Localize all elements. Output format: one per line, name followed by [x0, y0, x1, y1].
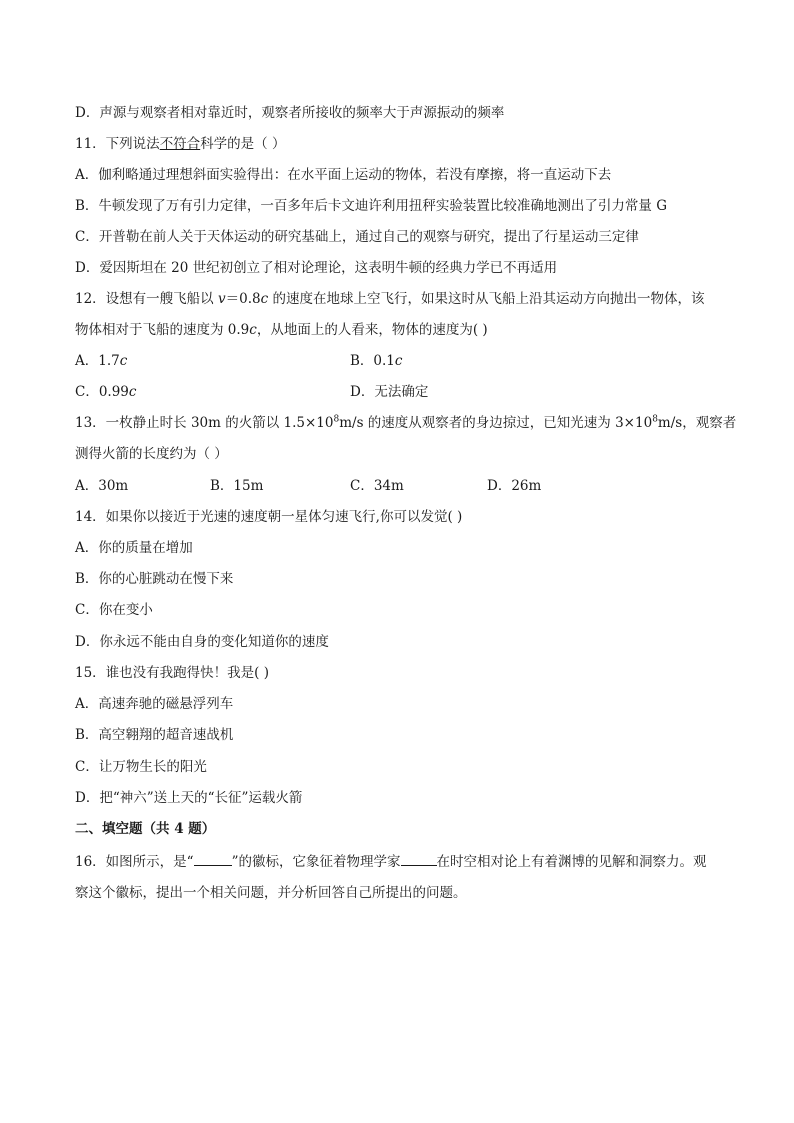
q14-option-a: A．你的质量在增加 — [75, 540, 193, 556]
q12-b-pre: B．0.1 — [350, 353, 395, 369]
q12-l1-var: v — [217, 291, 226, 307]
q11-stem — [75, 135, 725, 153]
q15-option-d: D．把“神六”送上天的“长征”运载火箭 — [75, 790, 303, 806]
q12-option-d: D．无法确定 — [350, 384, 429, 400]
q14-option-c: C．你在变小 — [75, 602, 153, 618]
q14-option-b: B．你的心脏跳动在慢下来 — [75, 571, 234, 587]
q12-l1-post: 的速度在地球上空飞行，如果这时从飞船上沿其运动方向抛出一物体，该 — [268, 291, 705, 307]
q11-option-c: C．开普勒在前人关于天体运动的研究基础上，通过自己的观察与研究，提出了行星运动三定律 — [75, 229, 639, 245]
q16-stem-line2: 察这个徽标，提出一个相关问题，并分析回答自己所提出的问题。 — [75, 885, 467, 901]
q16-l1-b: ”的徽标，它象征着物理学家 — [231, 854, 401, 870]
q10-option-d: D．声源与观察者相对靠近时，观察者所接收的频率大于声源振动的频率 — [75, 105, 505, 121]
q12-c-pre: C．0.99 — [75, 384, 129, 400]
q11-stem-pre: 11．下列说法 — [75, 136, 160, 152]
q13-l1-a: 13．一枚静止时长 30m 的火箭以 1.5×10 — [75, 415, 334, 431]
q13-stem-line1 — [75, 414, 737, 432]
q15-option-c: C．让万物生长的阳光 — [75, 759, 207, 775]
q11-option-a: A．伽利略通过理想斜面实验得出：在水平面上运动的物体，若没有摩擦，将一直运动下去 — [75, 167, 612, 183]
q16-blank-1[interactable] — [194, 853, 232, 866]
q12-stem-line1 — [75, 290, 725, 308]
q12-a-c: c — [119, 353, 128, 369]
q16-stem-line1 — [75, 853, 725, 871]
q11-option-b: B．牛顿发现了万有引力定律，一百多年后卡文迪许利用扭秤实验装置比较准确地测出了引力常量 G — [75, 198, 667, 214]
q12-b-c: c — [394, 353, 403, 369]
q13-l1-exp1: 8 — [333, 414, 340, 425]
q12-l1-pre: 12．设想有一艘飞船以 — [75, 291, 218, 307]
q13-option-a: A．30m — [75, 478, 129, 494]
q13-option-c: C．34m — [350, 478, 404, 494]
q11-stem-post: 科学的是（ ） — [200, 136, 286, 152]
section-title-fill-in: 二、填空题（共 4 题） — [75, 821, 216, 837]
q13-option-b: B．15m — [210, 478, 264, 494]
q16-l1-a: 16．如图所示，是“ — [75, 854, 194, 870]
q15-option-a: A．高速奔驰的磁悬浮列车 — [75, 696, 234, 712]
q13-stem-line2: 测得火箭的长度约为（ ） — [75, 446, 228, 462]
q12-stem-line2 — [75, 321, 725, 339]
q14-stem: 14．如果你以接近于光速的速度朝一星体匀速飞行,你可以发觉( ) — [75, 509, 463, 525]
q12-option-a — [75, 352, 127, 370]
q12-l1-eq: ＝0.8 — [225, 291, 261, 307]
q12-l2-c: c — [249, 322, 257, 338]
q11-option-d: D．爱因斯坦在 20 世纪初创立了相对论理论，这表明牛顿的经典力学已不再适用 — [75, 260, 558, 276]
q13-l1-c: m/s，观察者 — [657, 415, 737, 431]
q13-l1-b: m/s 的速度从观察者的身边掠过，已知光速为 3×10 — [339, 415, 653, 431]
q14-option-d: D．你永远不能由自身的变化知道你的速度 — [75, 634, 329, 650]
q12-l1-c: c — [260, 291, 269, 307]
q12-l2-post: ，从地面上的人看来，物体的速度为( ) — [256, 322, 488, 338]
q12-l2-pre: 物体相对于飞船的速度为 0.9 — [75, 322, 250, 338]
q13-l1-exp2: 8 — [652, 414, 658, 425]
q13-option-d: D．26m — [487, 478, 542, 494]
q11-stem-underlined: 不符合 — [159, 136, 201, 152]
q15-option-b: B．高空翱翔的超音速战机 — [75, 727, 234, 743]
q15-stem: 15．谁也没有我跑得快！我是( ) — [75, 665, 270, 681]
q12-option-b — [350, 352, 402, 370]
q16-blank-2[interactable] — [401, 853, 437, 866]
q12-c-c: c — [128, 384, 137, 400]
q16-l1-c: 在时空相对论上有着渊博的见解和洞察力。观 — [436, 854, 707, 870]
q12-a-pre: A．1.7 — [75, 353, 120, 369]
q12-option-c — [75, 383, 136, 401]
